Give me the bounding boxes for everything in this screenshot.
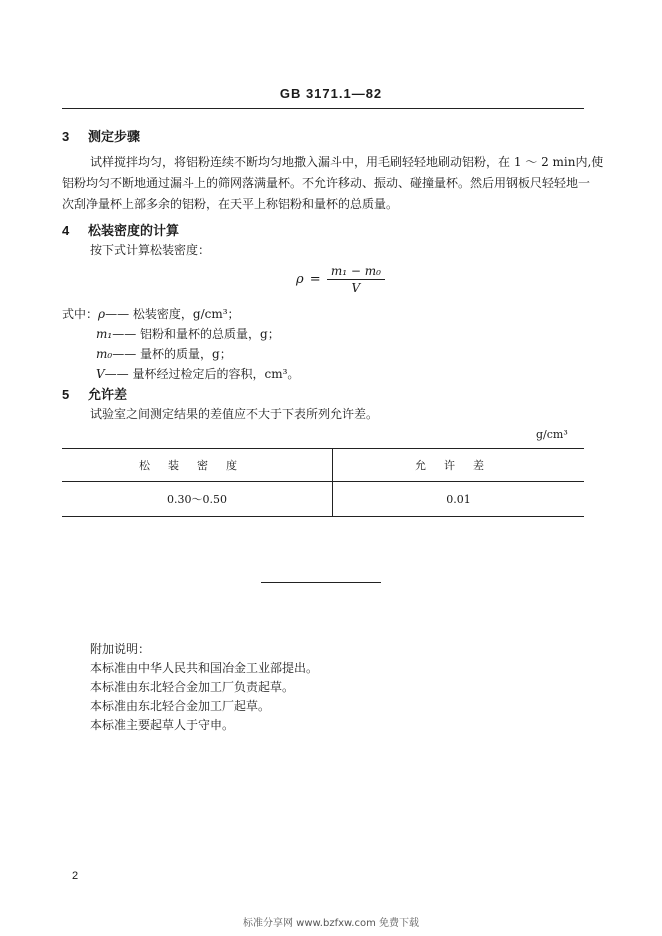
section-4-number: 4 bbox=[62, 223, 70, 238]
symbol-definitions bbox=[62, 304, 299, 384]
standard-code-header: GB 3171.1—82 bbox=[279, 86, 383, 101]
definition-row bbox=[62, 324, 299, 344]
additional-notes bbox=[90, 640, 318, 735]
end-of-text-rule bbox=[261, 582, 381, 583]
notes-line: 本标准主要起草人于守申。 bbox=[90, 718, 235, 732]
page-number: 2 bbox=[72, 870, 79, 882]
definition-text: —— 量杯经过检定后的容积，cm³。 bbox=[104, 367, 300, 381]
section-3-line-2: 铝粉均匀不断地通过漏斗上的筛网落满量杯。不允许移动、振动、碰撞量杯。然后用钢板尺轻轻地一 bbox=[62, 176, 591, 190]
section-4-title: 松装密度的计算 bbox=[88, 223, 180, 238]
watermark-text: 标准分享网 www.bzfxw.com 免费下载 bbox=[243, 918, 419, 929]
definition-row bbox=[62, 304, 299, 324]
section-5-intro: 试验室之间测定结果的差值应不大于下表所列允许差。 bbox=[90, 407, 379, 421]
definition-row bbox=[62, 364, 299, 384]
table-cell-tolerance: 0.01 bbox=[446, 492, 471, 506]
table-header-tolerance: 允许差 bbox=[333, 449, 585, 482]
definition-symbol: m₁ bbox=[96, 327, 113, 341]
definition-symbol: m₀ bbox=[96, 347, 113, 361]
definition-text: —— 铝粉和量杯的总质量，g； bbox=[112, 327, 280, 341]
section-4-heading bbox=[62, 220, 179, 239]
definition-text: —— 量杯的质量，g； bbox=[112, 347, 232, 361]
section-3-title: 测定步骤 bbox=[88, 129, 141, 144]
header-rule bbox=[62, 108, 584, 109]
section-3-heading bbox=[62, 126, 140, 145]
notes-line: 本标准由东北轻合金加工厂负责起草。 bbox=[90, 680, 295, 694]
definition-symbol: ρ bbox=[98, 307, 106, 321]
section-3-line-3: 次刮净量杯上部多余的铝粉，在天平上称铝粉和量杯的总质量。 bbox=[62, 197, 399, 211]
table-header-density: 松装密度 bbox=[62, 449, 333, 482]
formula-fraction bbox=[327, 264, 385, 295]
table-cell-density: 0.30～0.50 bbox=[62, 482, 333, 517]
where-prefix: 式中： bbox=[62, 307, 99, 321]
formula-denominator: V bbox=[351, 281, 361, 295]
tolerance-table bbox=[62, 448, 584, 517]
definition-row bbox=[62, 344, 299, 364]
definition-text: —— 松装密度，g/cm³； bbox=[105, 307, 240, 321]
section-3-line-1: 试样搅拌均匀，将铝粉连续不断均匀地撒入漏斗中，用毛刷轻轻地刷动铝粉，在 1 ～ 2 min内,使 bbox=[90, 155, 604, 169]
formula-equals: = bbox=[309, 272, 321, 287]
table-header-row bbox=[62, 449, 584, 482]
section-4-intro: 按下式计算松装密度： bbox=[90, 243, 211, 257]
section-5-title: 允许差 bbox=[88, 387, 128, 402]
formula-lhs: ρ bbox=[296, 272, 304, 287]
notes-line: 本标准由中华人民共和国冶金工业部提出。 bbox=[90, 661, 319, 675]
table-unit: g/cm³ bbox=[536, 428, 568, 441]
section-3-number: 3 bbox=[62, 129, 70, 144]
notes-title: 附加说明： bbox=[90, 642, 151, 656]
section-3-body bbox=[62, 152, 604, 215]
formula-numerator: m₁ − m₀ bbox=[327, 264, 385, 280]
section-5-heading bbox=[62, 384, 127, 403]
density-formula bbox=[296, 264, 385, 295]
section-5-number: 5 bbox=[62, 387, 70, 402]
notes-line: 本标准由东北轻合金加工厂起草。 bbox=[90, 699, 271, 713]
table-row bbox=[62, 482, 584, 517]
definition-symbol: V bbox=[96, 367, 105, 381]
